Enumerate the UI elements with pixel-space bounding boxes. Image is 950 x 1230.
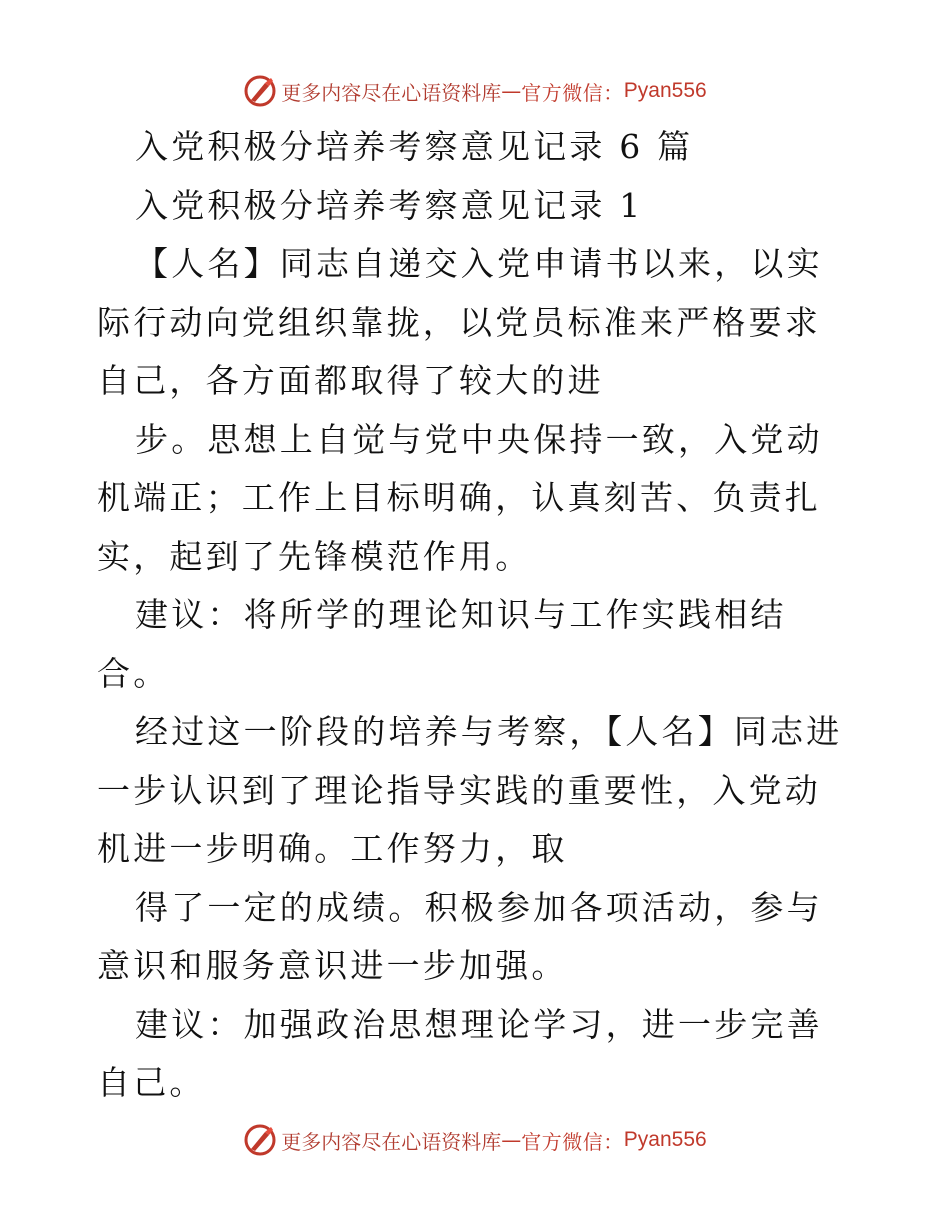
quill-pen-logo-icon <box>243 74 277 108</box>
paragraph-2: 步。思想上自觉与党中央保持一致，入党动机端正；工作上目标明确，认真刻苦、负责扎实，起到了先锋模范作用。 <box>97 419 823 576</box>
footer-label: 官方微信： <box>521 1129 624 1154</box>
footer-banner <box>0 1120 950 1160</box>
quill-pen-logo-icon <box>243 1123 277 1157</box>
document-title: 入党积极分培养考察意见记录 6 篇 <box>135 127 694 166</box>
footer-slogan: 更多内容尽在心语资料库 <box>281 1129 502 1154</box>
footer-wechat-id: Pyan556 <box>623 1128 707 1151</box>
section-title: 入党积极分培养考察意见记录 1 <box>135 185 644 225</box>
banner-slogan: 更多内容尽在心语资料库 <box>281 80 502 105</box>
header-banner <box>0 71 950 111</box>
paragraph-1: 【人名】同志自递交入党申请书以来，以实际行动向党组织靠拢，以党员标准来严格要求自己，各方面都取得了较大的进 <box>97 244 823 400</box>
document-body <box>97 118 857 1113</box>
paragraph-4: 得了一定的成绩。积极参加各项活动，参与意识和服务意识进一步加强。 <box>97 887 823 985</box>
banner-label: 官方微信： <box>521 80 624 105</box>
banner-wechat-id: Pyan556 <box>623 79 707 102</box>
paragraph-suggestion-2: 建议：加强政治思想理论学习，进一步完善自己。 <box>97 1004 823 1102</box>
footer-separator: — <box>501 1128 522 1152</box>
paragraph-suggestion-1: 建议：将所学的理论知识与工作实践相结合。 <box>97 595 787 693</box>
paragraph-3: 经过这一阶段的培养与考察，【人名】同志进一步认识到了理论指导实践的重要性，入党动机进一步明确。工作努力，取 <box>97 712 843 868</box>
banner-separator: — <box>501 79 522 103</box>
